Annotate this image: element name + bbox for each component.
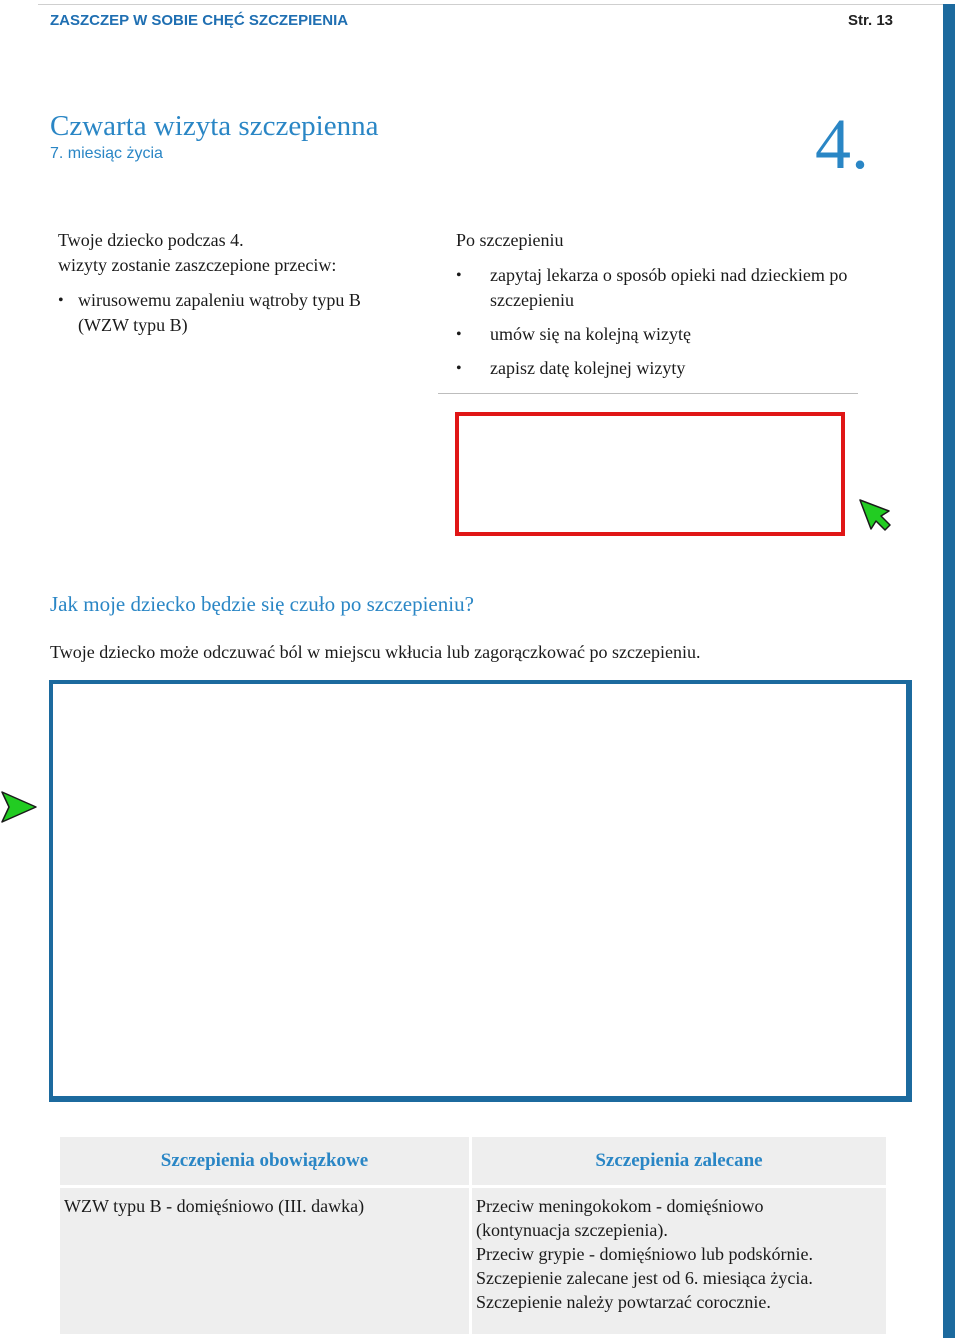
- vaccine-list: [58, 288, 408, 338]
- section-answer: Twoje dziecko może odczuwać ból w miejscu wkłucia lub zagorączkować po szczepieniu.: [50, 642, 701, 662]
- visit-number: 4.: [815, 104, 869, 184]
- list-item: • umów się na kolejną wizytę: [456, 322, 926, 347]
- recommended-line: Szczepienie zalecane jest od 6. miesiąca życia.: [476, 1268, 813, 1288]
- after-vaccination-list: [456, 263, 926, 381]
- intro-line: wizyty zostanie zaszczepione przeciw:: [58, 255, 337, 275]
- visit-subtitle: 7. miesiąc życia: [50, 145, 163, 162]
- recommended-cell: [472, 1188, 886, 1334]
- vaccination-intro: [58, 228, 408, 338]
- recommended-line: (kontynuacja szczepienia).: [476, 1220, 668, 1240]
- arrow-pointer-icon: [858, 498, 892, 532]
- section-divider: [438, 393, 858, 394]
- list-item: • wirusowemu zapaleniu wątroby typu B (WZW typu B): [58, 288, 408, 338]
- section-question: Jak moje dziecko będzie się czuło po szczepieniu?: [50, 592, 474, 616]
- recommended-line: Przeciw meningokokom - domięśniowo: [476, 1196, 764, 1216]
- image-frame: [49, 680, 912, 1102]
- table-header-recommended: Szczepienia zalecane: [472, 1137, 886, 1188]
- vaccination-table: [57, 1137, 889, 1334]
- after-vaccination: [456, 228, 926, 390]
- after-vaccination-heading: Po szczepieniu: [456, 230, 564, 250]
- list-item: • zapytaj lekarza o sposób opieki nad dzieckiem po szczepieniu: [456, 263, 926, 313]
- visit-title: Czwarta wizyta szczepienna: [50, 110, 379, 142]
- arrow-pointer-icon: [0, 789, 38, 825]
- table-row: [60, 1188, 886, 1334]
- table-header-row: [60, 1137, 886, 1188]
- page-number: Str. 13: [848, 12, 894, 29]
- side-color-bar: [943, 4, 955, 1338]
- header-title: ZASZCZEP W SOBIE CHĘĆ SZCZEPIENIA: [50, 12, 349, 29]
- mandatory-cell: WZW typu B - domięśniowo (III. dawka): [60, 1188, 469, 1334]
- header-divider: [38, 4, 946, 5]
- recommended-line: Szczepienie należy powtarzać corocznie.: [476, 1292, 771, 1312]
- date-note-box: [455, 412, 845, 536]
- recommended-line: Przeciw grypie - domięśniowo lub podskórnie.: [476, 1244, 813, 1264]
- table-header-mandatory: Szczepienia obowiązkowe: [60, 1137, 469, 1188]
- intro-line: Twoje dziecko podczas 4.: [58, 230, 244, 250]
- list-item: • zapisz datę kolejnej wizyty: [456, 356, 926, 381]
